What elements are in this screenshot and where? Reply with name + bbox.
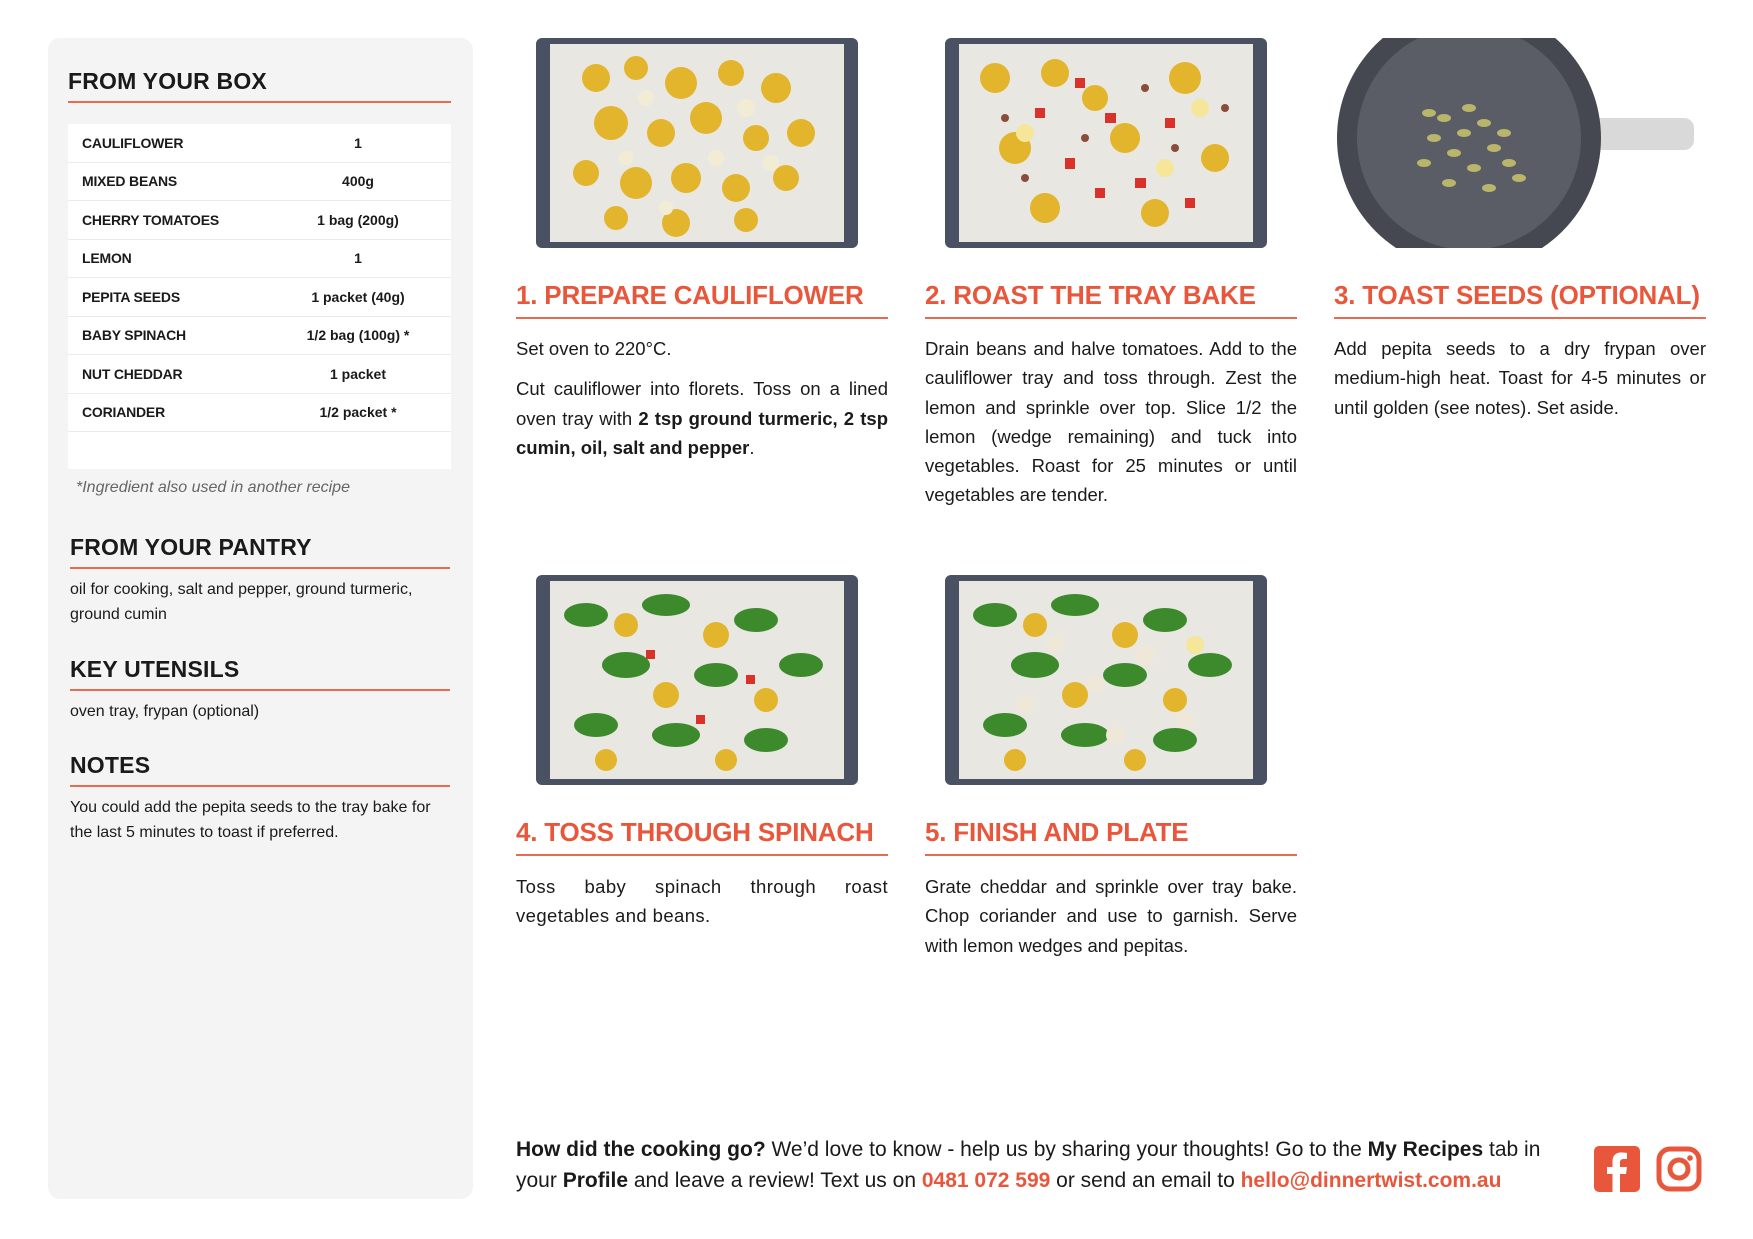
spinach-tray-image xyxy=(516,575,888,785)
toasted-seeds-frypan-image xyxy=(1334,38,1714,248)
notes-text: You could add the pepita seeds to the tray bake for the last 5 minutes to toast if preferred. xyxy=(70,799,431,841)
ingredient-row xyxy=(68,317,451,356)
step-1-title: 1. PREPARE CAULIFLOWER xyxy=(516,280,888,319)
ingredient-row xyxy=(68,163,451,202)
step-5-photo xyxy=(925,575,1297,785)
ingredient-name: PEPITA SEEDS xyxy=(82,288,180,305)
step-3-text: Add pepita seeds to a dry frypan over medium-high heat. Toast for 4-5 minutes or until golden (see notes). Set aside. xyxy=(1334,338,1706,418)
ingredient-name: LEMON xyxy=(82,250,132,267)
ingredient-name: CHERRY TOMATOES xyxy=(82,211,220,228)
ingredient-qty: 1 xyxy=(354,134,362,151)
email-link[interactable]: hello@dinnertwist.com.au xyxy=(1240,1169,1502,1192)
facebook-icon[interactable] xyxy=(1594,1146,1640,1192)
ingredient-name: CORIANDER xyxy=(82,404,165,421)
step-1-text xyxy=(516,334,888,473)
ingredient-qty: 1/2 packet * xyxy=(319,404,397,421)
my-recipes-link[interactable]: My Recipes xyxy=(1367,1138,1484,1161)
step-1-paragraph-1: Set oven to 220°C. xyxy=(516,338,672,359)
phone-link[interactable]: 0481 072 599 xyxy=(921,1169,1051,1192)
step-5-title: 5. FINISH AND PLATE xyxy=(925,817,1297,856)
step-2-title: 2. ROAST THE TRAY BAKE xyxy=(925,280,1297,319)
ingredient-row xyxy=(68,278,451,317)
ingredient-name: NUT CHEDDAR xyxy=(82,365,183,382)
instagram-icon[interactable] xyxy=(1656,1146,1702,1192)
step-1-paragraph-2: Cut cauliflower into florets. Toss on a lined oven tray with 2 tsp ground turmeric, 2 tsp cumin, oil, salt and pepper. xyxy=(516,378,888,458)
ingredient-qty: 1/2 bag (100g) * xyxy=(306,327,410,344)
from-your-pantry-heading: FROM YOUR PANTRY xyxy=(70,534,450,569)
ingredient-name: MIXED BEANS xyxy=(82,173,178,190)
ingredients-table xyxy=(68,124,451,469)
feedback-question: How did the cooking go? xyxy=(516,1138,766,1161)
step-2-text: Drain beans and halve tomatoes. Add to the cauliflower tray and toss through. Zest the lemon and sprinkle over top. Slice 1/2 the lemon (wedge remaining) and tuck into vegetables. Roast for 25 minutes or until vegetables are tender. xyxy=(925,338,1297,506)
ingredient-qty: 1 packet (40g) xyxy=(311,288,405,305)
step-5-text: Grate cheddar and sprinkle over tray bake. Chop coriander and use to garnish. Serve with lemon wedges and pepitas. xyxy=(925,876,1297,956)
ingredient-row xyxy=(68,355,451,394)
pantry-text: oil for cooking, salt and pepper, ground turmeric, ground cumin xyxy=(70,581,413,623)
key-utensils-heading: KEY UTENSILS xyxy=(70,656,450,691)
ingredient-row xyxy=(68,394,451,433)
ingredient-qty: 1 bag (200g) xyxy=(317,211,399,228)
ingredient-row xyxy=(68,201,451,240)
ingredient-name: CAULIFLOWER xyxy=(82,134,184,151)
ingredient-row xyxy=(68,124,451,163)
ingredient-qty: 1 packet xyxy=(329,365,387,382)
notes-heading: NOTES xyxy=(70,752,450,787)
tray-bake-image xyxy=(925,38,1297,248)
step-4-photo xyxy=(516,575,888,785)
finished-tray-bake-image xyxy=(925,575,1297,785)
ingredient-footnote: *Ingredient also used in another recipe xyxy=(76,479,350,496)
step-1-photo xyxy=(516,38,888,248)
roasted-cauliflower-tray-image xyxy=(516,38,888,248)
feedback-footer: How did the cooking go? We’d love to know - help us by sharing your thoughts! Go to the My Recipes tab in your Profile and leave a review! Text us on 0481 072 599 or send an email to hello@dinnertwist.com.au xyxy=(516,1138,1541,1192)
step-4-title: 4. TOSS THROUGH SPINACH xyxy=(516,817,888,856)
profile-link[interactable]: Profile xyxy=(562,1169,629,1192)
step-3-photo xyxy=(1334,38,1714,248)
step-2-photo xyxy=(925,38,1297,248)
ingredient-name: BABY SPINACH xyxy=(82,327,186,344)
step-4-text: Toss baby spinach through roast vegetables and beans. xyxy=(516,876,888,927)
ingredient-row xyxy=(68,240,451,279)
step-3-title: 3. TOAST SEEDS (OPTIONAL) xyxy=(1334,280,1706,319)
from-your-box-heading: FROM YOUR BOX xyxy=(68,68,451,103)
ingredient-qty: 1 xyxy=(354,250,362,267)
utensils-text: oven tray, frypan (optional) xyxy=(70,703,260,720)
ingredients-sidebar xyxy=(48,38,473,1199)
ingredient-qty: 400g xyxy=(342,173,374,190)
